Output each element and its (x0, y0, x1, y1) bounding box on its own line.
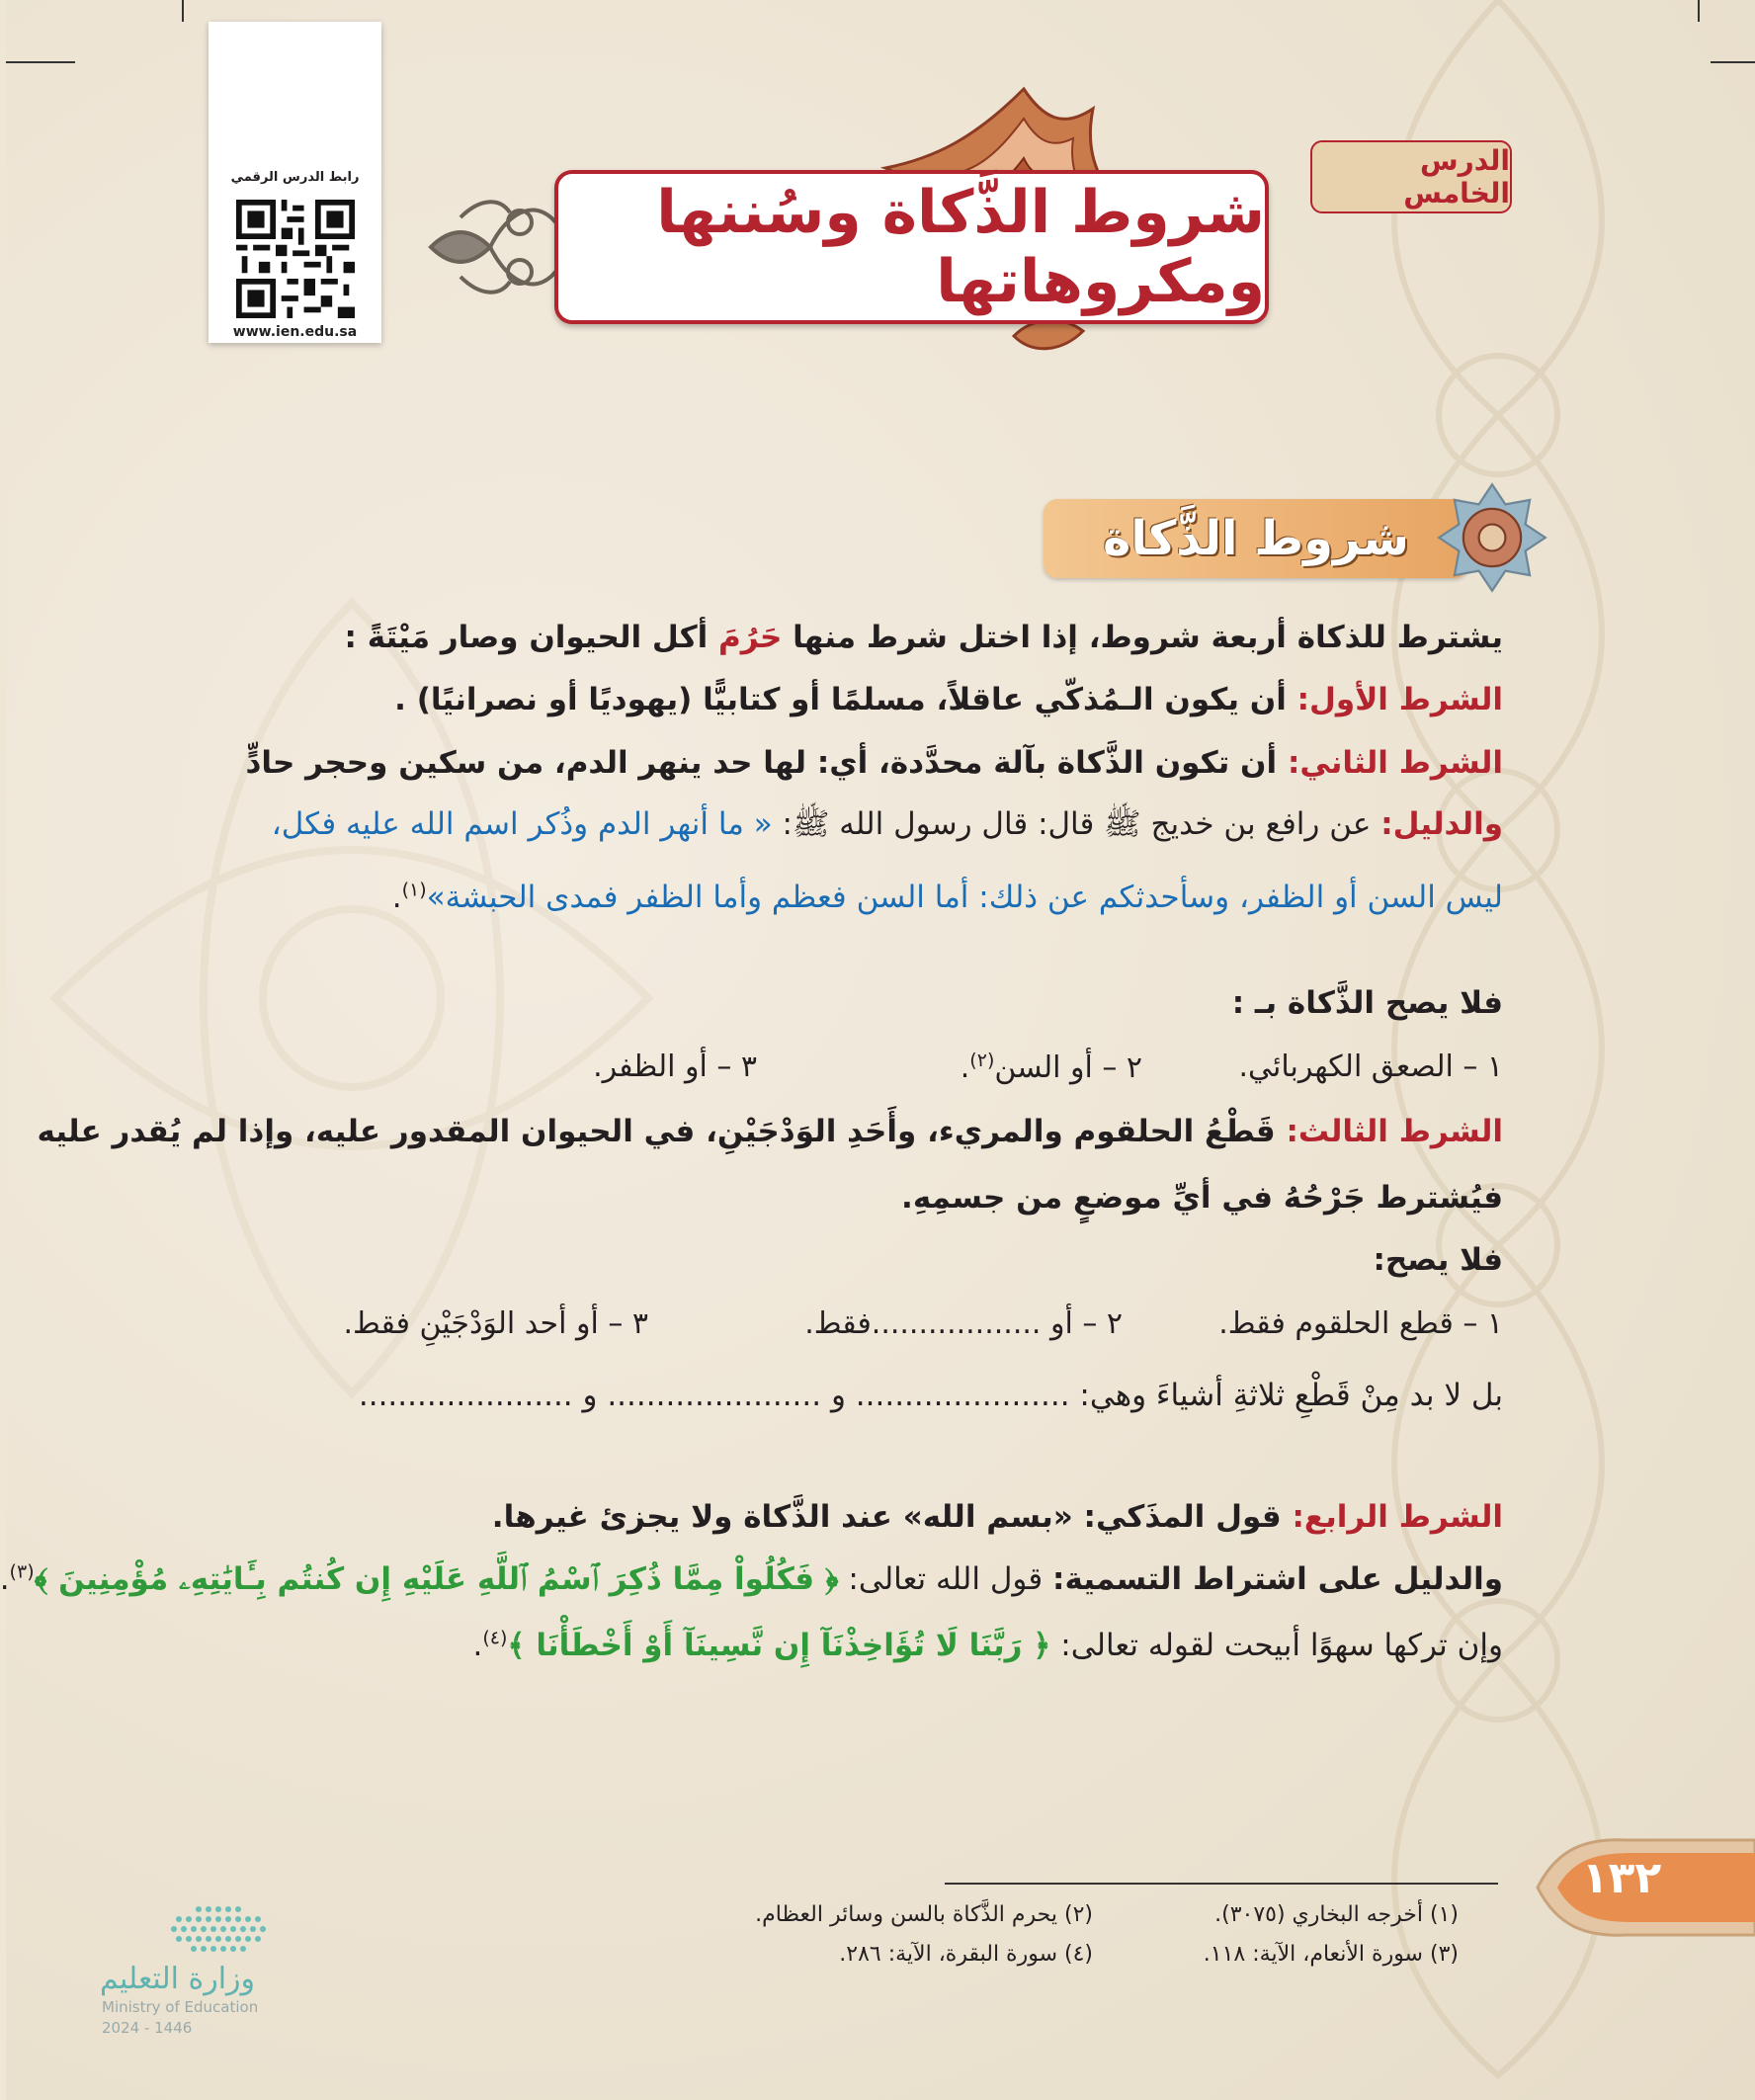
not-valid-item-2-end: . (960, 1050, 970, 1085)
evidence-line (272, 804, 1503, 844)
footnote-ref-4[interactable]: (٤) (482, 1627, 508, 1649)
condition-3-cont: فيُشترط جَرْحُهُ في أيِّ موضعٍ من جسمِهِ. (901, 1180, 1503, 1216)
not-valid-item-3: ٣ – أو الظفر. (593, 1050, 757, 1084)
condition-3-label: الشرط الثالث: (1286, 1114, 1503, 1149)
section-header (1044, 499, 1468, 578)
verse-1: ﴿ فَكُلُواْ مِمَّا ذُكِرَ ٱسْمُ ٱللَّهِ عَلَيْهِ إِن كُنتُم بِـَٔايَٰتِهِۦ مُؤْمِنِينَ ﴾ (34, 1561, 839, 1597)
footnote-divider (945, 1883, 1498, 1885)
evidence-label: والدليل: (1380, 806, 1503, 842)
lesson-title: شروط الذَّكاة وسُننها ومكروهاتها (656, 178, 1265, 316)
hadith-text-1: « ما أنهر الدم وذُكر اسم الله عليه فكل، (271, 806, 773, 842)
not-valid-item-2 (961, 1050, 1142, 1085)
not-valid2-item-2[interactable]: ٢ – أو ..................فقط. (804, 1306, 1123, 1341)
condition-3 (37, 1112, 1503, 1151)
condition-4 (492, 1497, 1503, 1537)
verse-2: ﴿ رَبَّنَا لَا تُؤَاخِذْنَآ إِن نَّسِينَآ أَوْ أَخْطَأْنَا ﴾ (507, 1628, 1051, 1663)
condition-3-text: قَطْعُ الحلقوم والمريء، وأَحَدِ الوَدْجَيْنِ، في الحيوان المقدور عليه، وإذا لم يُقدر عليه (37, 1114, 1287, 1149)
intro-text-a: يشترط للذكاة أربعة شروط، إذا اختل شرط منها (782, 620, 1503, 655)
not-valid-item-2-text: ٢ – أو السن (994, 1050, 1142, 1085)
condition-1-label: الشرط الأول: (1296, 682, 1503, 717)
not-valid-item-1: ١ – الصعق الكهربائي. (1238, 1050, 1503, 1084)
condition-1-text: أن يكون الـمُذكّي عاقلاً، مسلمًا أو كتابيًّا (يهوديًا أو نصرانيًا) . (394, 682, 1297, 717)
footnote-ref-3[interactable]: (٣) (9, 1560, 35, 1583)
evidence-2-label: والدليل على اشتراط التسمية: (1052, 1561, 1503, 1597)
forget-text: وإن تركها سهوًا أبيحت لقوله تعالى: (1050, 1628, 1503, 1663)
must-cut-line[interactable]: بل لا بد مِنْ قَطْعِ ثلاثةِ أشياءَ وهي: ...................... و ...................... و ...................... (358, 1378, 1503, 1413)
evidence-text: عن رافع بن خديج ﷺ قال: قال رسول الله ﷺ: (772, 806, 1381, 842)
crop-mark (182, 0, 184, 22)
ministry-name-en: Ministry of Education (102, 1998, 259, 2016)
footnote-ref-1[interactable]: (١) (401, 879, 427, 901)
condition-4-text: قول المذَكي: «بسم الله» عند الذَّكاة ولا يجزئ غيرها. (491, 1499, 1293, 1535)
qr-code-icon[interactable] (236, 200, 355, 318)
not-valid-heading: فلا يصح الذَّكاة بـ : (1231, 985, 1503, 1021)
intro-text-b: أكل الحيوان وصار مَيْتَةً : (344, 620, 719, 655)
qr-card[interactable] (209, 22, 381, 343)
section-medallion-icon (1437, 482, 1547, 593)
lesson-number-label: الدرس الخامس (1403, 144, 1510, 210)
footnote-1: (١) أخرجه البخاري (٣٠٧٥). (1214, 1902, 1459, 1927)
footnote-2: (٢) يحرم الذَّكاة بالسن وسائر العظام. (755, 1902, 1093, 1927)
condition-2-label: الشرط الثاني: (1287, 745, 1503, 781)
page-number: ١٣٢ (1581, 1853, 1662, 1903)
condition-2 (245, 743, 1503, 783)
condition-4-label: الشرط الرابع: (1292, 1499, 1503, 1535)
not-valid-heading-2: فلا يصح: (1373, 1242, 1503, 1278)
qr-url[interactable]: www.ien.edu.sa (232, 324, 358, 340)
ministry-year: 2024 - 1446 (102, 2019, 193, 2037)
evidence-2-text: قول الله تعالى: (838, 1561, 1053, 1597)
intro-line (345, 618, 1503, 657)
lesson-title-box (554, 170, 1269, 324)
condition-2-text: أن تكون الذَّكاة بآلة محدَّدة، أي: لها حد ينهر الدم، من سكين وحجر حادٍّ (245, 745, 1288, 781)
lesson-number-tab (1310, 140, 1512, 213)
footnote-4: (٤) سورة البقرة، الآية: ٢٨٦. (839, 1942, 1093, 1967)
hadith-text-2: ليس السن أو الظفر، وسأحدثكم عن ذلك: أما السن فعظم وأما الظفر فمدى الحبشة» (426, 880, 1503, 915)
condition-1 (394, 680, 1503, 719)
footnote-ref-2[interactable]: (٢) (969, 1050, 995, 1071)
footnote-3: (٣) سورة الأنعام، الآية: ١١٨. (1203, 1942, 1459, 1967)
forget-line (473, 1626, 1504, 1665)
crop-mark (1711, 61, 1755, 63)
evidence-line-2 (392, 878, 1503, 917)
evidence-2-line (0, 1559, 1503, 1599)
evidence-2-end: . (0, 1561, 10, 1597)
not-valid2-item-3: ٣ – أو أحد الوَدْجَيْنِ فقط. (343, 1306, 648, 1341)
not-valid2-item-1: ١ – قطع الحلقوم فقط. (1218, 1306, 1503, 1341)
section-title: شروط الذَّكاة (1103, 511, 1409, 566)
evidence-end: . (391, 880, 402, 915)
qr-label: رابط الدرس الرقمي (230, 170, 360, 185)
ministry-name-ar: وزارة التعليم (100, 1962, 256, 1996)
intro-forbidden: حَرُمَ (718, 620, 783, 655)
forget-end: . (472, 1628, 483, 1663)
crop-mark (6, 61, 75, 63)
crop-mark (1698, 0, 1700, 22)
